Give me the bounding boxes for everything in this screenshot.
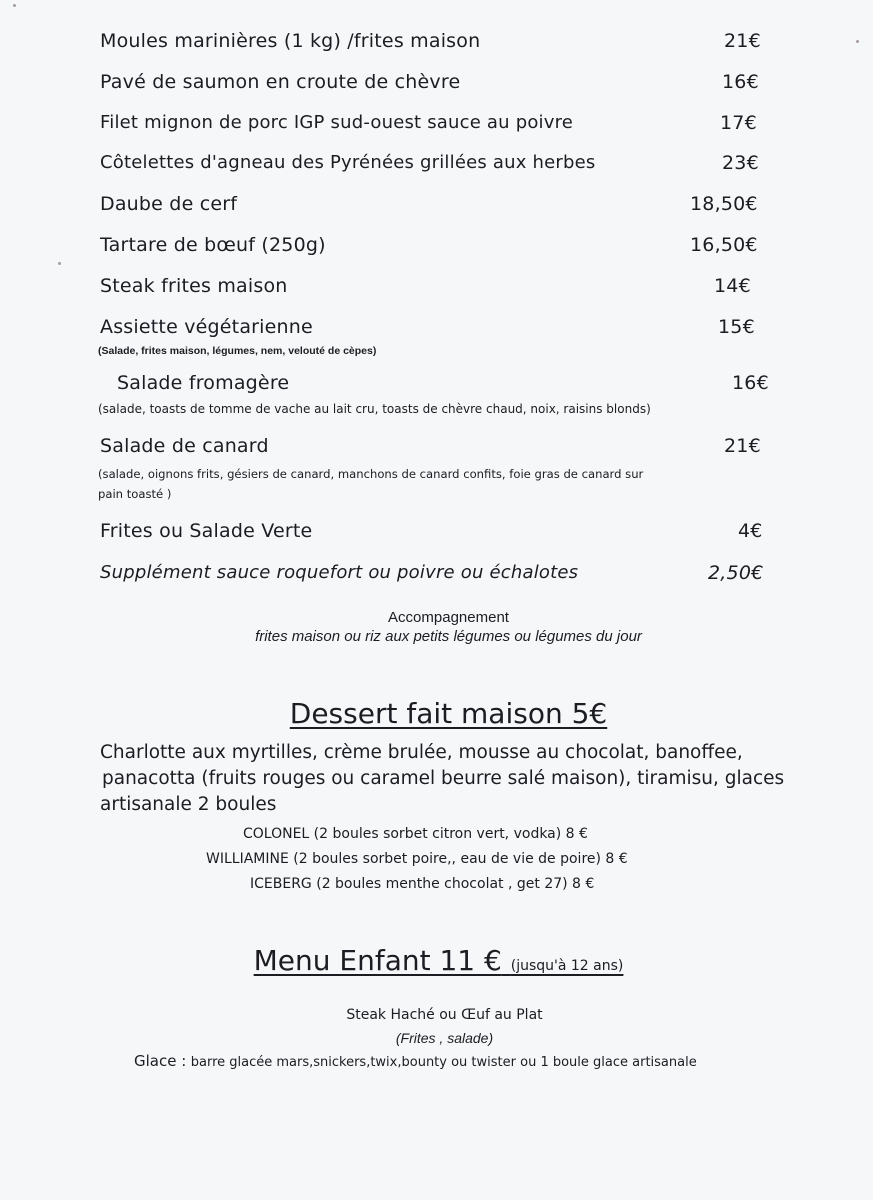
item-name: Salade de canard — [100, 435, 269, 457]
item-price: 4€ — [738, 520, 763, 542]
menu-item — [100, 234, 773, 260]
item-name: Assiette végétarienne — [100, 316, 313, 338]
kids-menu-title — [2, 944, 873, 977]
item-price: 17€ — [720, 112, 757, 134]
item-price: 16,50€ — [690, 234, 758, 256]
menu-item — [100, 30, 773, 56]
menu-item — [100, 316, 773, 342]
item-description: (Salade, frites maison, légumes, nem, velouté de cèpes) — [98, 345, 377, 357]
kids-glace-label: Glace : — [134, 1052, 187, 1070]
menu-item — [100, 193, 773, 219]
item-price: 21€ — [724, 435, 761, 457]
item-price: 21€ — [724, 30, 761, 52]
item-name: Frites ou Salade Verte — [100, 520, 313, 542]
item-description: (salade, toasts de tomme de vache au lait cru, toasts de chèvre chaud, noix, raisins blonds) — [98, 402, 651, 416]
kids-glace-text: barre glacée mars,snickers,twix,bounty ou twister ou 1 boule glace artisanale — [190, 1055, 697, 1070]
kids-glace — [134, 1052, 697, 1070]
menu-item — [100, 275, 773, 301]
menu-item — [100, 71, 773, 97]
item-name: Moules marinières (1 kg) /frites maison — [100, 30, 481, 52]
kids-menu-heading: Menu Enfant 11 € — [253, 944, 502, 977]
menu-item — [100, 435, 773, 461]
item-name: Steak frites maison — [100, 275, 288, 297]
item-name: Tartare de bœuf (250g) — [100, 234, 326, 256]
dessert-title: Dessert fait maison 5€ — [289, 697, 608, 730]
item-name: Daube de cerf — [100, 193, 238, 215]
item-name: Côtelettes d'agneau des Pyrénées grillées aux herbes — [100, 152, 596, 173]
item-price: 15€ — [718, 316, 755, 338]
kids-menu-age: (jusqu'à 12 ans) — [510, 958, 624, 974]
item-name: Salade fromagère — [117, 372, 290, 394]
item-price: 2,50€ — [708, 562, 764, 584]
paper-speck — [13, 4, 16, 7]
item-price: 16€ — [732, 372, 769, 394]
menu-item — [100, 372, 773, 398]
dessert-special: COLONEL (2 boules sorbet citron vert, vodka) 8 € — [243, 826, 588, 842]
kids-main: Steak Haché ou Œuf au Plat — [346, 1007, 543, 1023]
kids-sides: (Frites , salade) — [395, 1030, 494, 1046]
menu-item — [100, 152, 773, 178]
dessert-line: panacotta (fruits rouges ou caramel beurre salé maison), tiramisu, glaces — [102, 768, 785, 789]
accompagnement-text: frites maison ou riz aux petits légumes ou légumes du jour — [255, 628, 642, 645]
menu-item — [100, 520, 773, 546]
menu-item — [100, 562, 773, 588]
item-description: pain toasté ) — [98, 487, 172, 501]
accompagnement-title: Accompagnement — [388, 609, 509, 626]
item-name: Filet mignon de porc IGP sud-ouest sauce au poivre — [100, 112, 574, 133]
menu-item — [100, 112, 773, 138]
item-price: 18,50€ — [690, 193, 758, 215]
dessert-special: WILLIAMINE (2 boules sorbet poire,, eau de vie de poire) 8 € — [206, 851, 628, 867]
dessert-line: artisanale 2 boules — [100, 794, 277, 815]
paper-speck — [58, 262, 61, 265]
item-price: 16€ — [722, 71, 759, 93]
dessert-line: Charlotte aux myrtilles, crème brulée, mousse au chocolat, banoffee, — [100, 742, 743, 763]
paper-speck — [856, 40, 859, 43]
item-price: 23€ — [722, 152, 759, 174]
item-description: (salade, oignons frits, gésiers de canard, manchons de canard confits, foie gras de canard sur — [98, 467, 644, 481]
item-price: 14€ — [714, 275, 751, 297]
item-name: Supplément sauce roquefort ou poivre ou échalotes — [100, 562, 579, 583]
item-name: Pavé de saumon en croute de chèvre — [100, 71, 461, 93]
dessert-special: ICEBERG (2 boules menthe chocolat , get 27) 8 € — [250, 876, 595, 892]
dessert-description — [100, 740, 820, 818]
